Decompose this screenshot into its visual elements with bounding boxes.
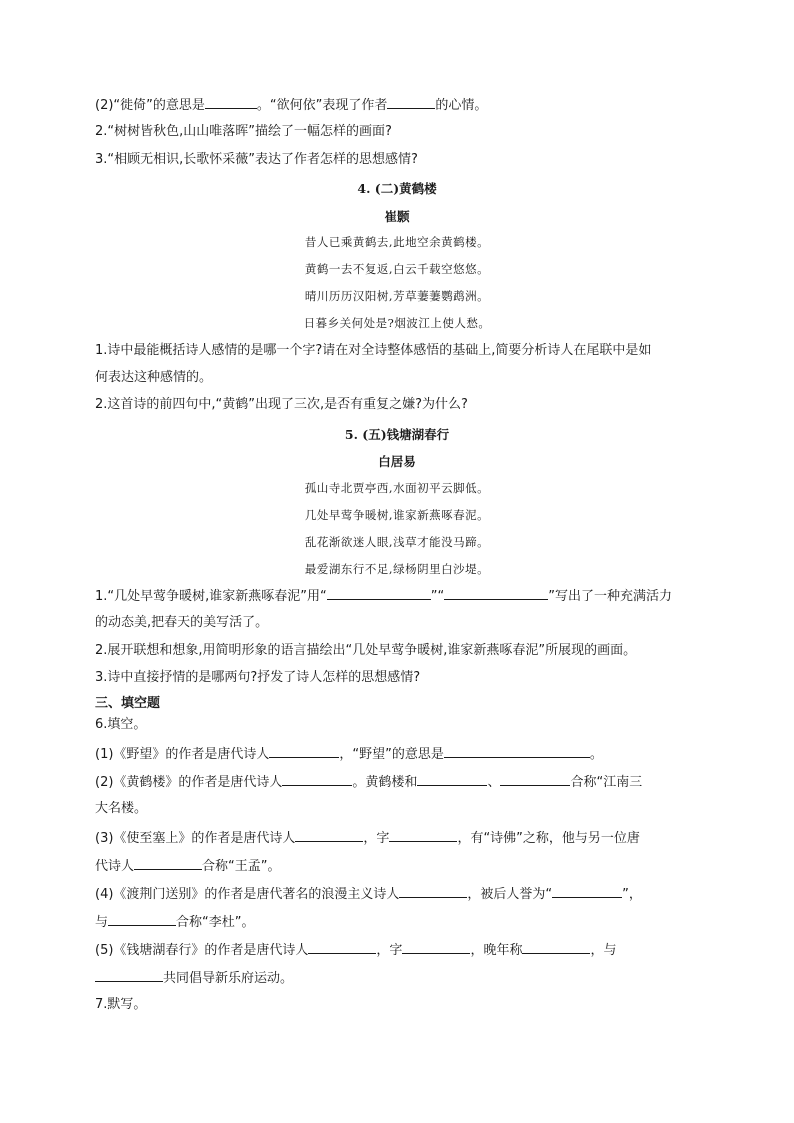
poem-author: 崔颢: [384, 209, 410, 224]
question-line: 7.默写。: [95, 997, 147, 1012]
fill-line-5: [95, 940, 616, 960]
question-line: 的动态美,把春天的美写活了。: [95, 615, 269, 630]
question-line: [95, 586, 672, 606]
text: ，有“诗佛”之称，他与另一位唐: [457, 831, 640, 846]
text: (1)《野望》的作者是唐代诗人: [95, 747, 270, 762]
section-heading: 三、填空题: [95, 696, 161, 711]
blank: [308, 940, 376, 954]
text: ，字: [363, 831, 390, 846]
poem-author: 白居易: [378, 454, 416, 469]
question-line: 2.这首诗的前四句中,“黄鹤”出现了三次,是否有重复之嫌?为什么?: [95, 397, 468, 412]
poem-verse: 昔人已乘黄鹤去,此地空余黄鹤楼。: [304, 235, 490, 249]
text: ”“: [430, 589, 445, 604]
text: ，“野望”的意思是: [339, 747, 444, 762]
fill-line-3-cont: [95, 856, 281, 876]
text: (2)《黄鹤楼》的作者是唐代诗人: [95, 775, 283, 790]
text: 共同倡导新乐府运动。: [163, 971, 294, 986]
question-2-line: [95, 95, 487, 115]
blank: [205, 95, 257, 109]
question-line: 6.填空。: [95, 717, 147, 732]
blank: [295, 828, 363, 842]
question-line: 2.展开联想和想象,用简明形象的语言描绘出“几处早莺争暖树,谁家新燕啄春泥”所展现的画面。: [95, 643, 637, 658]
text: 1.“几处早莺争暖树,谁家新燕啄春泥”用“: [95, 589, 327, 604]
poem-verse: 几处早莺争暖树,谁家新燕啄春泥。: [304, 508, 490, 522]
question-line: 2.“树树皆秋色,山山唯落晖”描绘了一幅怎样的画面?: [95, 124, 392, 139]
poem-title: 4. (二)黄鹤楼: [357, 181, 437, 196]
blank: [399, 884, 467, 898]
blank: [387, 95, 435, 109]
fill-line-2-cont: 大名楼。: [95, 801, 148, 816]
fill-line-1: [95, 744, 603, 764]
text: 代诗人: [95, 859, 135, 874]
text: 合称“李杜”。: [176, 915, 255, 930]
poem-verse: 孤山寺北贾亭西,水面初平云脚低。: [304, 481, 490, 495]
blank: [402, 940, 470, 954]
blank: [269, 744, 339, 758]
text: ，与: [590, 943, 617, 958]
text: (2)“徙倚”的意思是: [95, 98, 205, 113]
text: ”写出了一种充满活力: [548, 589, 672, 604]
text: ”，: [622, 887, 642, 902]
blank: [327, 586, 431, 600]
text: (4)《渡荆门送别》的作者是唐代著名的浪漫主义诗人: [95, 887, 400, 902]
text: 、: [487, 775, 501, 790]
fill-line-4-cont: [95, 912, 255, 932]
text: ，字: [376, 943, 403, 958]
blank: [389, 828, 457, 842]
poem-verse: 最爱湖东行不足,绿杨阴里白沙堤。: [304, 562, 490, 576]
blank: [522, 940, 590, 954]
fill-line-3: [95, 828, 640, 848]
blank: [282, 772, 352, 786]
question-line: 1.诗中最能概括诗人感情的是哪一个字?请在对全诗整体感悟的基础上,简要分析诗人在尾联中是如: [95, 343, 652, 358]
poem-verse: 晴川历历汉阳树,芳草萋萋鹦鹉洲。: [304, 289, 490, 303]
text: (3)《使至塞上》的作者是唐代诗人: [95, 831, 296, 846]
question-line: 3.“相顾无相识,长歌怀采薇”表达了作者怎样的思想感情?: [95, 152, 418, 167]
blank: [108, 912, 176, 926]
blank: [444, 586, 548, 600]
question-line: 何表达这种感情的。: [95, 370, 213, 385]
poem-verse: 黄鹤一去不复返,白云千载空悠悠。: [304, 262, 490, 276]
text: ，晚年称: [470, 943, 523, 958]
blank: [134, 856, 202, 870]
text: ，被后人誉为“: [467, 887, 553, 902]
text: 与: [95, 915, 109, 930]
question-line: 3.诗中直接抒情的是哪两句?抒发了诗人怎样的思想感情?: [95, 670, 421, 685]
blank: [95, 968, 163, 982]
poem-title: 5. (五)钱塘湖春行: [344, 427, 450, 442]
text: 合称“王孟”。: [202, 859, 281, 874]
fill-line-5-cont: [95, 968, 293, 988]
text: 的心情。: [435, 98, 488, 113]
text: 。黄鹤楼和: [352, 775, 418, 790]
text: 。: [589, 747, 603, 762]
blank: [417, 772, 487, 786]
fill-line-4: [95, 884, 642, 904]
text: (5)《钱塘湖春行》的作者是唐代诗人: [95, 943, 309, 958]
poem-verse: 乱花渐欲迷人眼,浅草才能没马蹄。: [304, 535, 490, 549]
blank: [444, 744, 590, 758]
blank: [500, 772, 570, 786]
text: 。“欲何依”表现了作者: [256, 98, 388, 113]
poem-verse: 日暮乡关何处是?烟波江上使人愁。: [303, 316, 491, 330]
text: 合称“江南三: [570, 775, 643, 790]
blank: [552, 884, 622, 898]
fill-line-2: [95, 772, 642, 792]
